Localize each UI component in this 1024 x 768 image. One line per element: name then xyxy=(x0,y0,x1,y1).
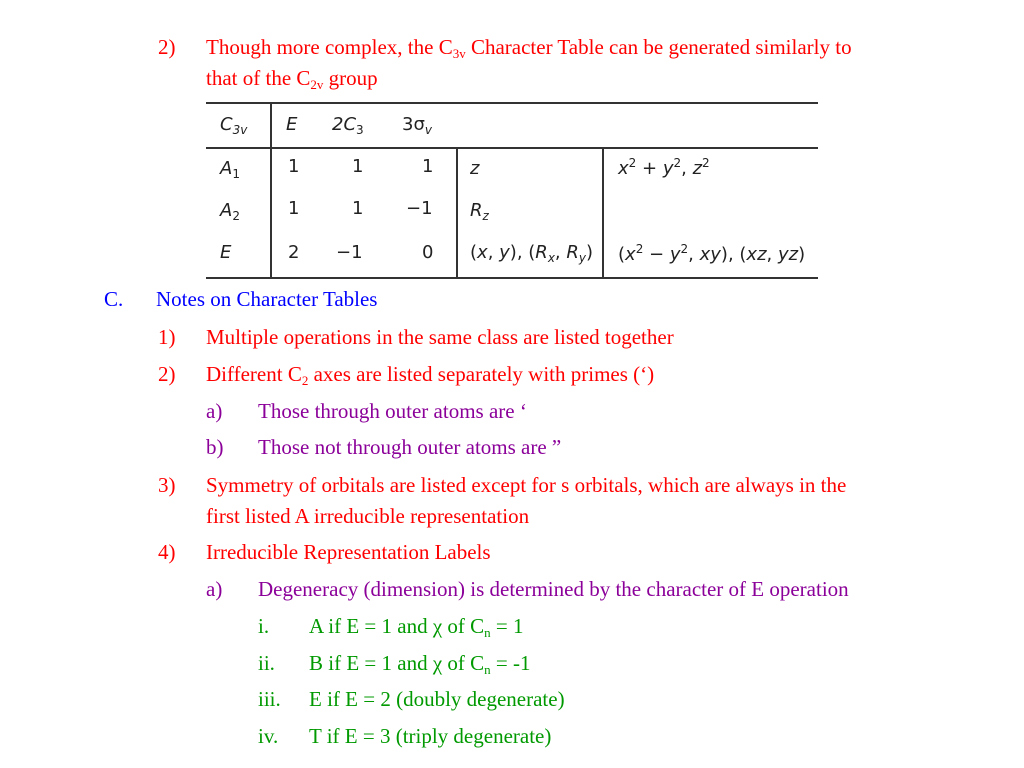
row-a1-linear-text: z xyxy=(470,158,480,179)
table-header-rule xyxy=(206,147,818,149)
row-a1-linear xyxy=(470,158,479,180)
note-2b-text: Those not through outer atoms are ” xyxy=(258,435,562,459)
note-4a-i-number: i. xyxy=(258,614,270,638)
header-2c3-subscript: 3 xyxy=(356,123,364,137)
row-e-char-2c3: −1 xyxy=(336,242,363,263)
row-e-char-e: 2 xyxy=(288,242,300,263)
table-top-rule xyxy=(206,102,818,104)
note-4a-number: a) xyxy=(206,577,223,601)
character-table xyxy=(206,102,818,280)
note-4a-i-text-part1: A if E = 1 and χ of C xyxy=(309,614,485,638)
row-a2-char-e: 1 xyxy=(288,198,300,219)
note-4a-ii-number: ii. xyxy=(258,651,275,675)
note-2a-text: Those through outer atoms are ‘ xyxy=(258,399,527,423)
section-c-title: Notes on Character Tables xyxy=(156,287,378,311)
row-a2-symbol: A xyxy=(220,200,233,221)
note-4a-iv-number: iv. xyxy=(258,724,279,748)
intro-line2-part1: that of the C xyxy=(206,66,311,90)
table-divider-label xyxy=(270,102,272,279)
note-1-text: Multiple operations in the same class are listed together xyxy=(206,325,674,349)
intro-line2-part2: group xyxy=(323,66,378,90)
row-e-linear: (x, y), ($R_x$, $R_y$) xyxy=(470,242,594,265)
row-a1-quadratic: $x^2 + y^2$, $z^2$ xyxy=(618,156,710,179)
note-2-subscript: 2 xyxy=(301,373,309,388)
row-e-char-3sv: 0 xyxy=(422,242,434,263)
note-4a-ii-subscript: n xyxy=(484,662,491,677)
row-a1-char-e: 1 xyxy=(288,156,300,177)
row-e-label xyxy=(220,242,231,264)
note-4a-iv-text: T if E = 3 (triply degenerate) xyxy=(309,724,552,748)
intro-item-2-text-line2 xyxy=(206,65,378,91)
note-1-number: 1) xyxy=(158,325,176,349)
note-4a-iii-number: iii. xyxy=(258,687,281,711)
note-2-number: 2) xyxy=(158,362,176,386)
intro-sub-3v: 3v xyxy=(452,46,466,61)
note-2-text-part2: axes are listed separately with primes (‘) xyxy=(308,362,655,386)
note-4a-ii-text xyxy=(309,650,531,676)
note-2-text xyxy=(206,361,654,387)
intro-sub-2v: 2v xyxy=(310,77,324,92)
table-header-e xyxy=(286,114,297,136)
note-3-text-line1: Symmetry of orbitals are listed except for s orbitals, which are always in the xyxy=(206,473,847,497)
note-4-text: Irreducible Representation Labels xyxy=(206,540,491,564)
header-3sigma-label: 3σ xyxy=(402,114,425,135)
group-symbol: C xyxy=(220,114,233,135)
header-2c3-label: 2C xyxy=(332,114,357,135)
header-3sigma-subscript: v xyxy=(424,123,432,137)
note-4a-i-text xyxy=(309,613,524,639)
row-a2-char-3sv: −1 xyxy=(406,198,433,219)
row-a1-char-2c3: 1 xyxy=(352,156,364,177)
row-a2-char-2c3: 1 xyxy=(352,198,364,219)
row-e-quadratic: ($x^2 - y^2$, xy), (xz, yz) xyxy=(618,242,806,265)
note-4a-ii-text-part1: B if E = 1 and χ of C xyxy=(309,651,485,675)
note-4-number: 4) xyxy=(158,540,176,564)
note-4a-ii-text-part2: = -1 xyxy=(490,651,531,675)
note-2-text-part1: Different C xyxy=(206,362,302,386)
row-e-symbol: E xyxy=(220,242,232,263)
row-a2-subscript: 2 xyxy=(232,209,240,223)
table-header-2c3 xyxy=(332,114,364,136)
note-4a-i-subscript: n xyxy=(484,625,491,640)
table-divider-linear xyxy=(456,148,458,279)
section-c-letter: C. xyxy=(104,287,124,311)
table-divider-quadratic xyxy=(602,148,604,279)
group-subscript: 3v xyxy=(232,123,248,137)
note-3-text-line2: first listed A irreducible representation xyxy=(206,504,530,528)
intro-text-part2: Character Table can be generated similarly to xyxy=(465,35,852,59)
row-a1-symbol: A xyxy=(220,158,233,179)
header-e-label: E xyxy=(286,114,298,135)
note-2b-number: b) xyxy=(206,435,224,459)
note-4a-iii-text: E if E = 2 (doubly degenerate) xyxy=(309,687,565,711)
table-bottom-rule xyxy=(206,277,818,279)
intro-text-part1: Though more complex, the C xyxy=(206,35,453,59)
note-4a-i-text-part2: = 1 xyxy=(490,614,524,638)
note-2a-number: a) xyxy=(206,399,223,423)
row-a1-label xyxy=(220,158,240,180)
row-a2-label xyxy=(220,200,240,222)
note-3-number: 3) xyxy=(158,473,176,497)
row-a1-char-3sv: 1 xyxy=(422,156,434,177)
intro-item-2-number: 2) xyxy=(158,35,176,59)
row-a2-linear: $R_z$ xyxy=(470,200,489,223)
note-4a-text: Degeneracy (dimension) is determined by the character of E operation xyxy=(258,577,849,601)
intro-item-2-text xyxy=(206,34,852,60)
table-header-group xyxy=(220,114,247,136)
row-a1-subscript: 1 xyxy=(232,167,240,181)
table-header-3sigma xyxy=(402,114,432,136)
